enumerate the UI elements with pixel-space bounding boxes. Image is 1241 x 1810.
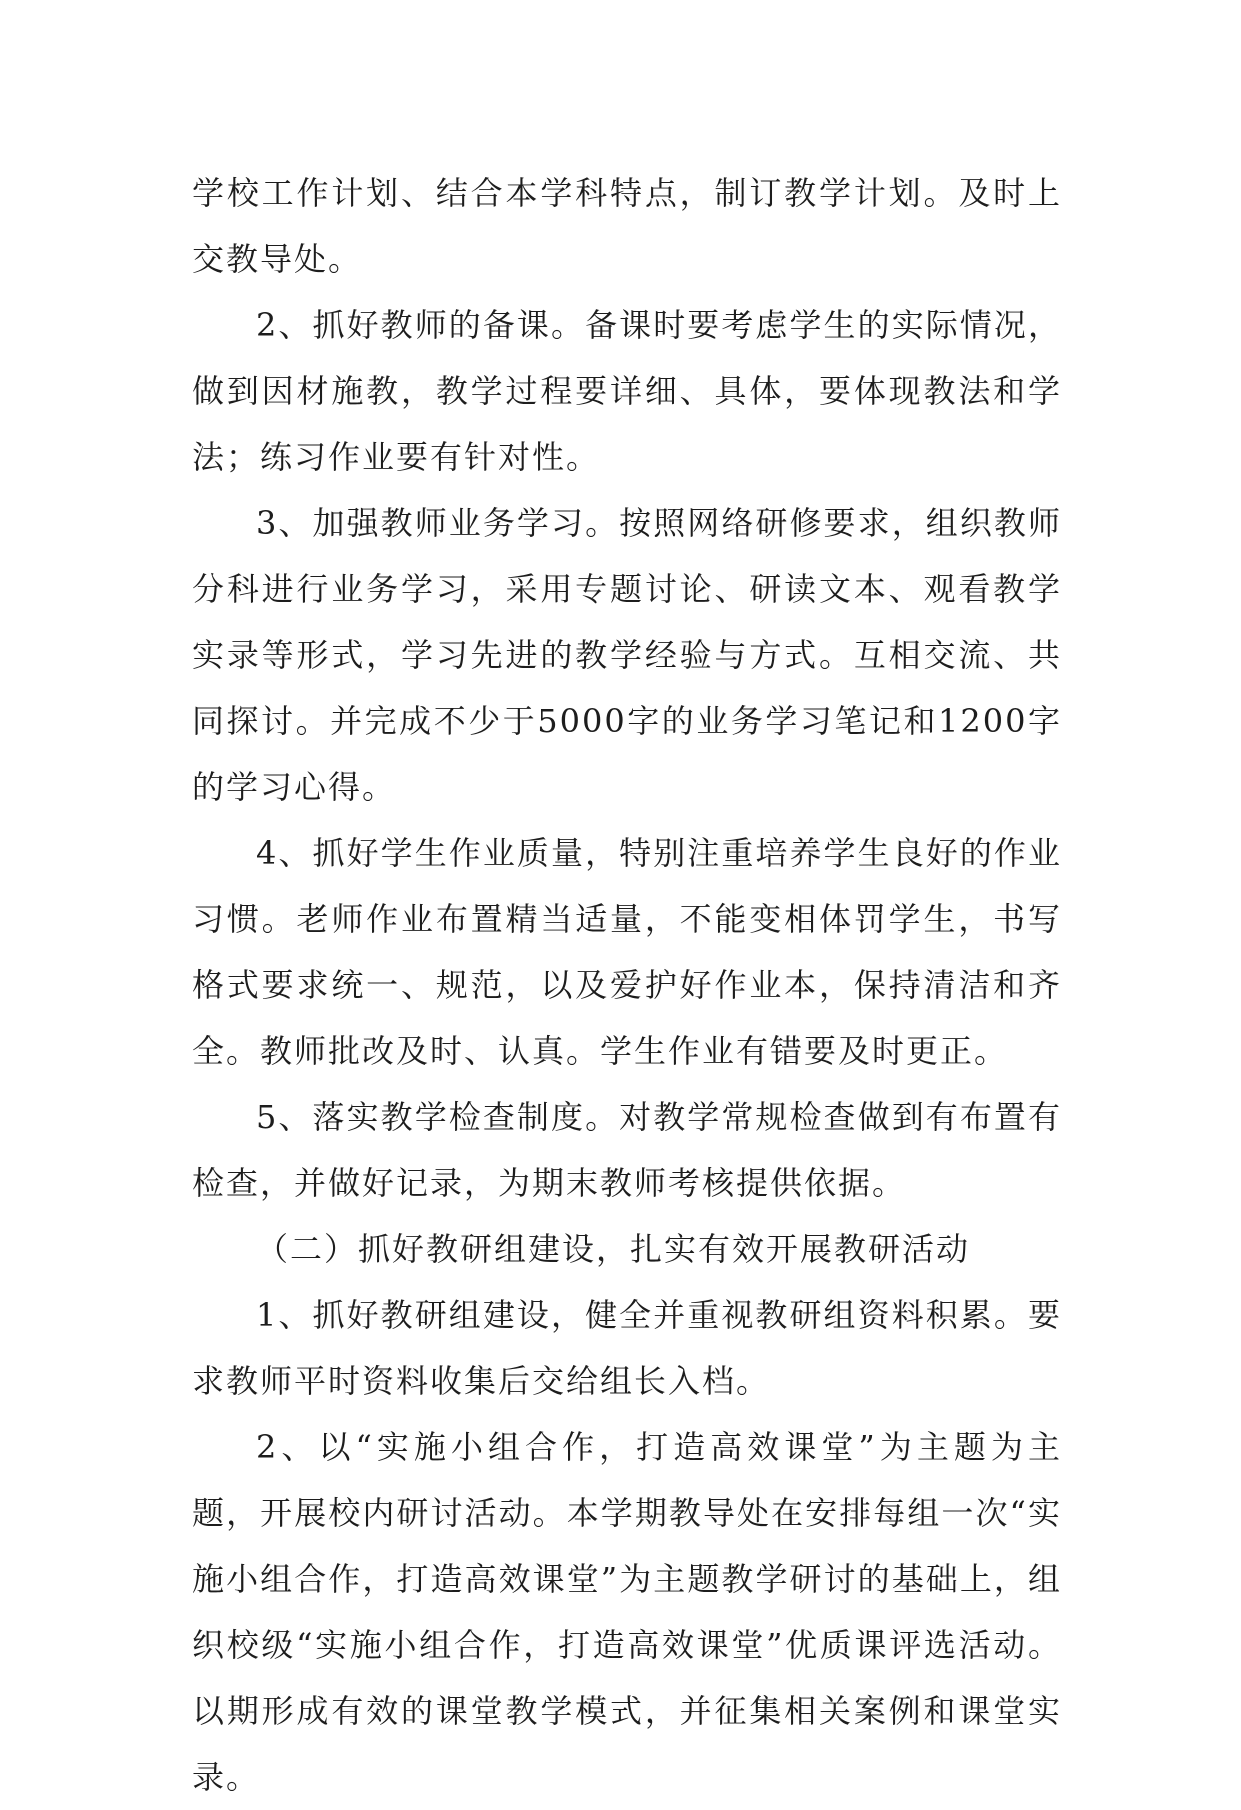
paragraph-item-4: 4、抓好学生作业质量，特别注重培养学生良好的作业习惯。老师作业布置精当适量，不能变相体罚学生，书写格式要求统一、规范，以及爱护好作业本，保持清洁和齐全。教师批改及时、认真。学生作业有错要及时更正。: [192, 834, 1062, 1070]
paragraph-section2-item-2: 2、以“实施小组合作，打造高效课堂”为主题为主题，开展校内研讨活动。本学期教导处在安排每组一次“实施小组合作，打造高效课堂”为主题教学研讨的基础上，组织校级“实施小组合作，打造高效课堂”优质课评选活动。以期形成有效的课堂教学模式，并征集相关案例和课堂实录。: [192, 1428, 1062, 1796]
paragraph-section2-item-1: 1、抓好教研组建设，健全并重视教研组资料积累。要求教师平时资料收集后交给组长入档。: [192, 1296, 1062, 1400]
paragraph-continuation: 学校工作计划、结合本学科特点，制订教学计划。及时上交教导处。: [192, 174, 1062, 278]
paragraph-item-5: 5、落实教学检查制度。对教学常规检查做到有布置有检查，并做好记录，为期末教师考核提供依据。: [192, 1098, 1062, 1202]
document-body: [192, 160, 1062, 1810]
paragraph-item-3: 3、加强教师业务学习。按照网络研修要求，组织教师分科进行业务学习，采用专题讨论、研读文本、观看教学实录等形式，学习先进的教学经验与方式。互相交流、共同探讨。并完成不少于5000字的业务学习笔记和1200字的学习心得。: [192, 504, 1062, 806]
paragraph-item-2: 2、抓好教师的备课。备课时要考虑学生的实际情况，做到因材施教，教学过程要详细、具体，要体现教法和学法；练习作业要有针对性。: [192, 306, 1062, 476]
section-heading-2: （二）抓好教研组建设，扎实有效开展教研活动: [256, 1230, 971, 1268]
